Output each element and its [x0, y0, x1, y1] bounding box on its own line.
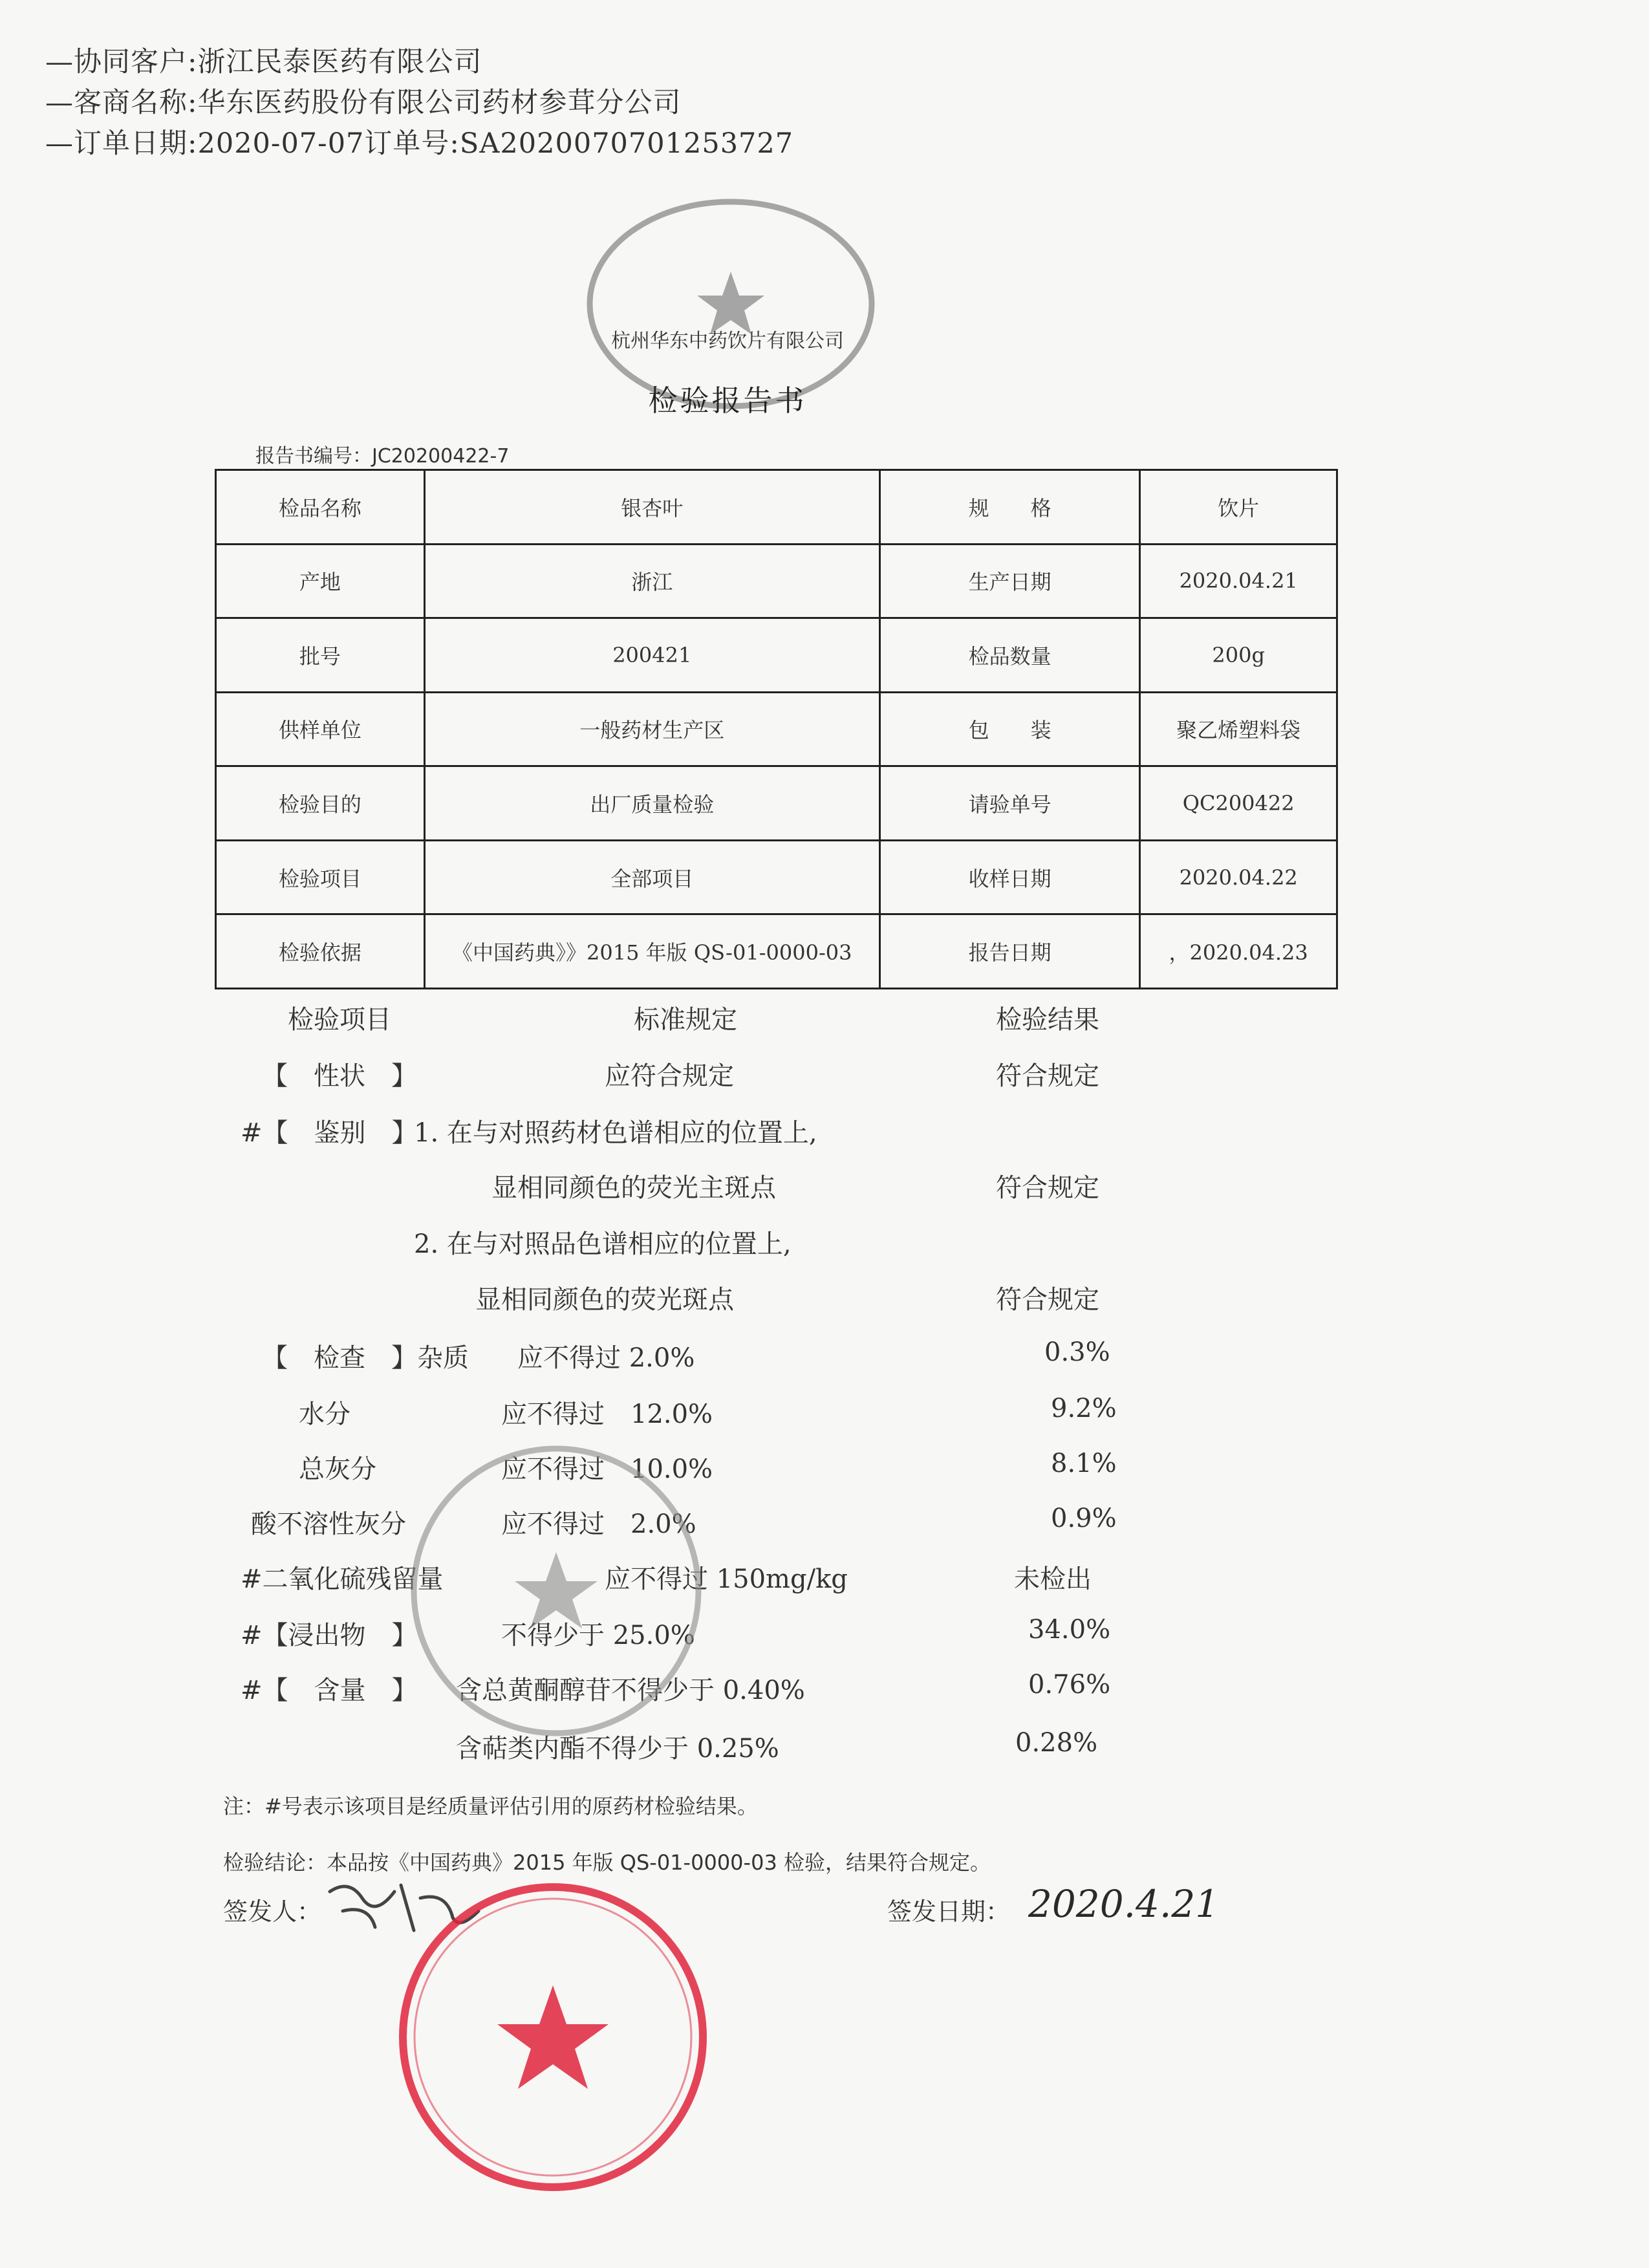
- table-cell: 一般药材生产区: [424, 692, 879, 766]
- handwritten-date: 2020.4.21: [1028, 1882, 1220, 1926]
- result-row-shuifen: [0, 1394, 1649, 1439]
- table-cell: 批号: [216, 618, 425, 693]
- result-standard: 显相同颜色的荧光主斑点: [491, 1173, 776, 1203]
- result-item: #二氧化硫残留量: [241, 1564, 444, 1594]
- table-cell: 生产日期: [879, 544, 1139, 618]
- result-value: 未检出: [1014, 1564, 1092, 1594]
- report-title: 检验报告书: [648, 383, 807, 418]
- result-value: 符合规定: [996, 1285, 1099, 1315]
- results-header-standard: 标准规定: [634, 1005, 737, 1035]
- result-row-hanliang: [0, 1670, 1649, 1715]
- result-item: #【 鉴别 】: [241, 1118, 418, 1148]
- result-standard: 应不得过 10.0%: [501, 1454, 713, 1484]
- table-cell: 收样日期: [879, 840, 1139, 914]
- result-standard: 应不得过 150mg/kg: [605, 1564, 848, 1594]
- result-value: 8.1%: [1051, 1449, 1117, 1478]
- table-row: [216, 766, 1337, 841]
- header-merchant: —客商名称:华东医药股份有限公司药材参茸分公司: [45, 87, 682, 119]
- table-cell: 2020.04.21: [1140, 544, 1337, 618]
- red-stamp: [391, 1875, 715, 2199]
- table-cell: 出厂质量检验: [424, 766, 879, 841]
- result-item: 总灰分: [299, 1454, 376, 1484]
- table-cell: 检验依据: [216, 914, 425, 989]
- note: 注：#号表示该项目是经质量评估引用的原药材检验结果。: [223, 1794, 758, 1819]
- table-cell: 200g: [1140, 618, 1337, 693]
- table-cell: 全部项目: [424, 840, 879, 914]
- table-cell: 请验单号: [879, 766, 1139, 841]
- result-value: 0.9%: [1051, 1504, 1117, 1533]
- header-order: —订单日期:2020-07-07订单号:SA2020070701253727: [45, 127, 794, 160]
- result-value: 0.76%: [1028, 1670, 1111, 1700]
- result-row-xingzhuang: [0, 1055, 1649, 1101]
- table-row: [216, 618, 1337, 693]
- table-cell: 包 装: [879, 692, 1139, 766]
- table-cell: 《中国药典》》2015 年版 QS-01-0000-03: [424, 914, 879, 989]
- results-header: [0, 999, 1649, 1044]
- result-value: 0.28%: [1015, 1728, 1098, 1758]
- result-row-jianbie-4: [0, 1279, 1649, 1324]
- result-item: 水分: [299, 1399, 350, 1429]
- result-item: 酸不溶性灰分: [251, 1509, 406, 1539]
- result-standard: 不得少于 25.0%: [501, 1621, 695, 1650]
- result-row-jianbie-3: [0, 1224, 1649, 1269]
- table-cell: 浙江: [424, 544, 879, 618]
- result-standard: 1. 在与对照药材色谱相应的位置上,: [414, 1118, 817, 1148]
- result-standard: 应不得过 2.0%: [517, 1343, 695, 1373]
- table-cell: 2020.04.22: [1140, 840, 1337, 914]
- conclusion: 检验结论：本品按《中国药典》2015 年版 QS-01-0000-03 检验，结果符合规定。: [223, 1850, 991, 1875]
- result-value: 符合规定: [996, 1173, 1099, 1203]
- result-standard: 含萜类内酯不得少于 0.25%: [456, 1734, 779, 1764]
- table-cell: 检品名称: [216, 470, 425, 545]
- result-standard: 显相同颜色的荧光斑点: [475, 1285, 734, 1315]
- table-row: [216, 840, 1337, 914]
- middle-stamp: [394, 1423, 718, 1759]
- result-value: 0.3%: [1044, 1337, 1110, 1367]
- sign-date-label: 签发日期：: [887, 1897, 1011, 1926]
- table-cell: ，2020.04.23: [1140, 914, 1337, 989]
- table-row: [216, 470, 1337, 545]
- result-value: 34.0%: [1028, 1615, 1111, 1645]
- signer-label: 签发人：: [223, 1897, 322, 1926]
- results-header-result: 检验结果: [996, 1005, 1099, 1035]
- table-cell: 产地: [216, 544, 425, 618]
- report-number: 报告书编号：JC20200422-7: [255, 445, 510, 468]
- table-row: [216, 544, 1337, 618]
- table-cell: 检验项目: [216, 840, 425, 914]
- result-item: 【 性状 】: [262, 1061, 417, 1091]
- results-header-item: 检验项目: [288, 1005, 391, 1035]
- result-standard: 应不得过 12.0%: [501, 1399, 713, 1429]
- result-row-zonghuifen: [0, 1449, 1649, 1494]
- result-item: 【 检查 】杂质: [262, 1343, 469, 1373]
- table-cell: 聚乙烯塑料袋: [1140, 692, 1337, 766]
- result-item: #【 含量 】: [241, 1676, 418, 1705]
- result-standard: 含总黄酮醇苷不得少于 0.40%: [456, 1676, 805, 1705]
- table-cell: 检验目的: [216, 766, 425, 841]
- result-value: 9.2%: [1051, 1394, 1117, 1423]
- result-row-tiezhi: [0, 1728, 1649, 1773]
- result-standard: 应符合规定: [605, 1061, 734, 1091]
- result-value: 符合规定: [996, 1061, 1099, 1091]
- table-cell: 报告日期: [879, 914, 1139, 989]
- table-cell: 供样单位: [216, 692, 425, 766]
- info-table: [215, 469, 1338, 989]
- result-row-so2: [0, 1559, 1649, 1604]
- result-row-jianbie-2: [0, 1167, 1649, 1213]
- result-item: #【浸出物 】: [241, 1621, 418, 1650]
- header-customer: —协同客户:浙江民泰医药有限公司: [45, 46, 482, 78]
- table-cell: QC200422: [1140, 766, 1337, 841]
- table-cell: 检品数量: [879, 618, 1139, 693]
- table-cell: 饮片: [1140, 470, 1337, 545]
- result-standard: 2. 在与对照品色谱相应的位置上,: [414, 1229, 792, 1259]
- result-row-jinchu: [0, 1615, 1649, 1660]
- table-cell: 规 格: [879, 470, 1139, 545]
- table-row: [216, 914, 1337, 989]
- result-row-jiancha: [0, 1337, 1649, 1383]
- table-cell: 200421: [424, 618, 879, 693]
- table-cell: 银杏叶: [424, 470, 879, 545]
- result-row-jianbie: [0, 1112, 1649, 1158]
- result-row-suanbu: [0, 1504, 1649, 1549]
- table-row: [216, 692, 1337, 766]
- result-standard: 应不得过 2.0%: [501, 1509, 696, 1539]
- company-name: 杭州华东中药饮片有限公司: [611, 330, 844, 352]
